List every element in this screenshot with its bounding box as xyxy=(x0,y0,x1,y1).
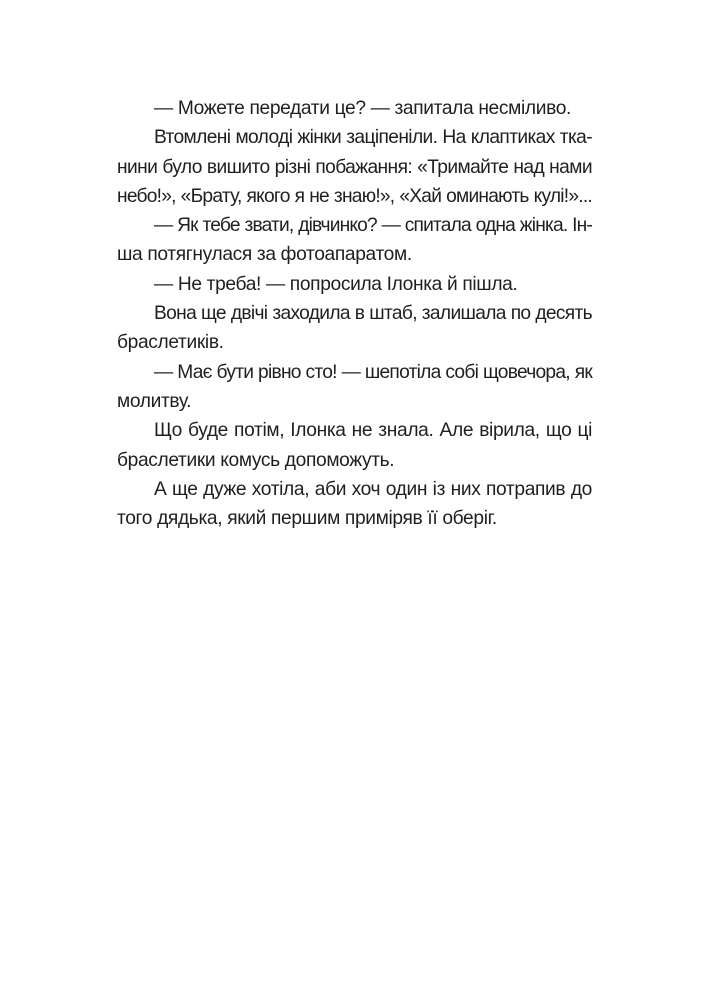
text-line: — Як тебе звати, дівчинко? — спитала одна жінка. Ін- xyxy=(154,215,592,237)
text-line: А ще дуже хотіла, аби хоч один із них потрапив до xyxy=(154,478,592,500)
text-line: — Має бути рівно сто! — шепотіла собі щовечора, як xyxy=(154,361,592,383)
text-line: Вона ще двічі заходила в штаб, залишала по десять xyxy=(154,303,592,325)
text-line: браслетиків. xyxy=(117,332,224,354)
text-line: ша потягнулася за фотоапаратом. xyxy=(117,244,412,266)
text-line: Втомлені молоді жінки заціпеніли. На клаптиках тка- xyxy=(154,127,592,149)
text-line: небо!», «Брату, якого я не знаю!», «Хай оминають кулі!»... xyxy=(117,185,592,207)
text-line: Що буде потім, Ілонка не знала. Але вірила, що ці xyxy=(154,420,592,442)
text-line: молитву. xyxy=(117,390,192,412)
page-text xyxy=(117,94,592,533)
text-line: того дядька, який першим приміряв її оберіг. xyxy=(117,508,497,530)
text-line: — Не треба! — попросила Ілонка й пішла. xyxy=(154,273,518,295)
text-line: — Можете передати це? — запитала несміливо. xyxy=(154,98,572,119)
text-line: нини було вишито різні побажання: «Тримайте над нами xyxy=(117,156,592,178)
text-line: браслетики комусь допоможуть. xyxy=(117,449,395,471)
